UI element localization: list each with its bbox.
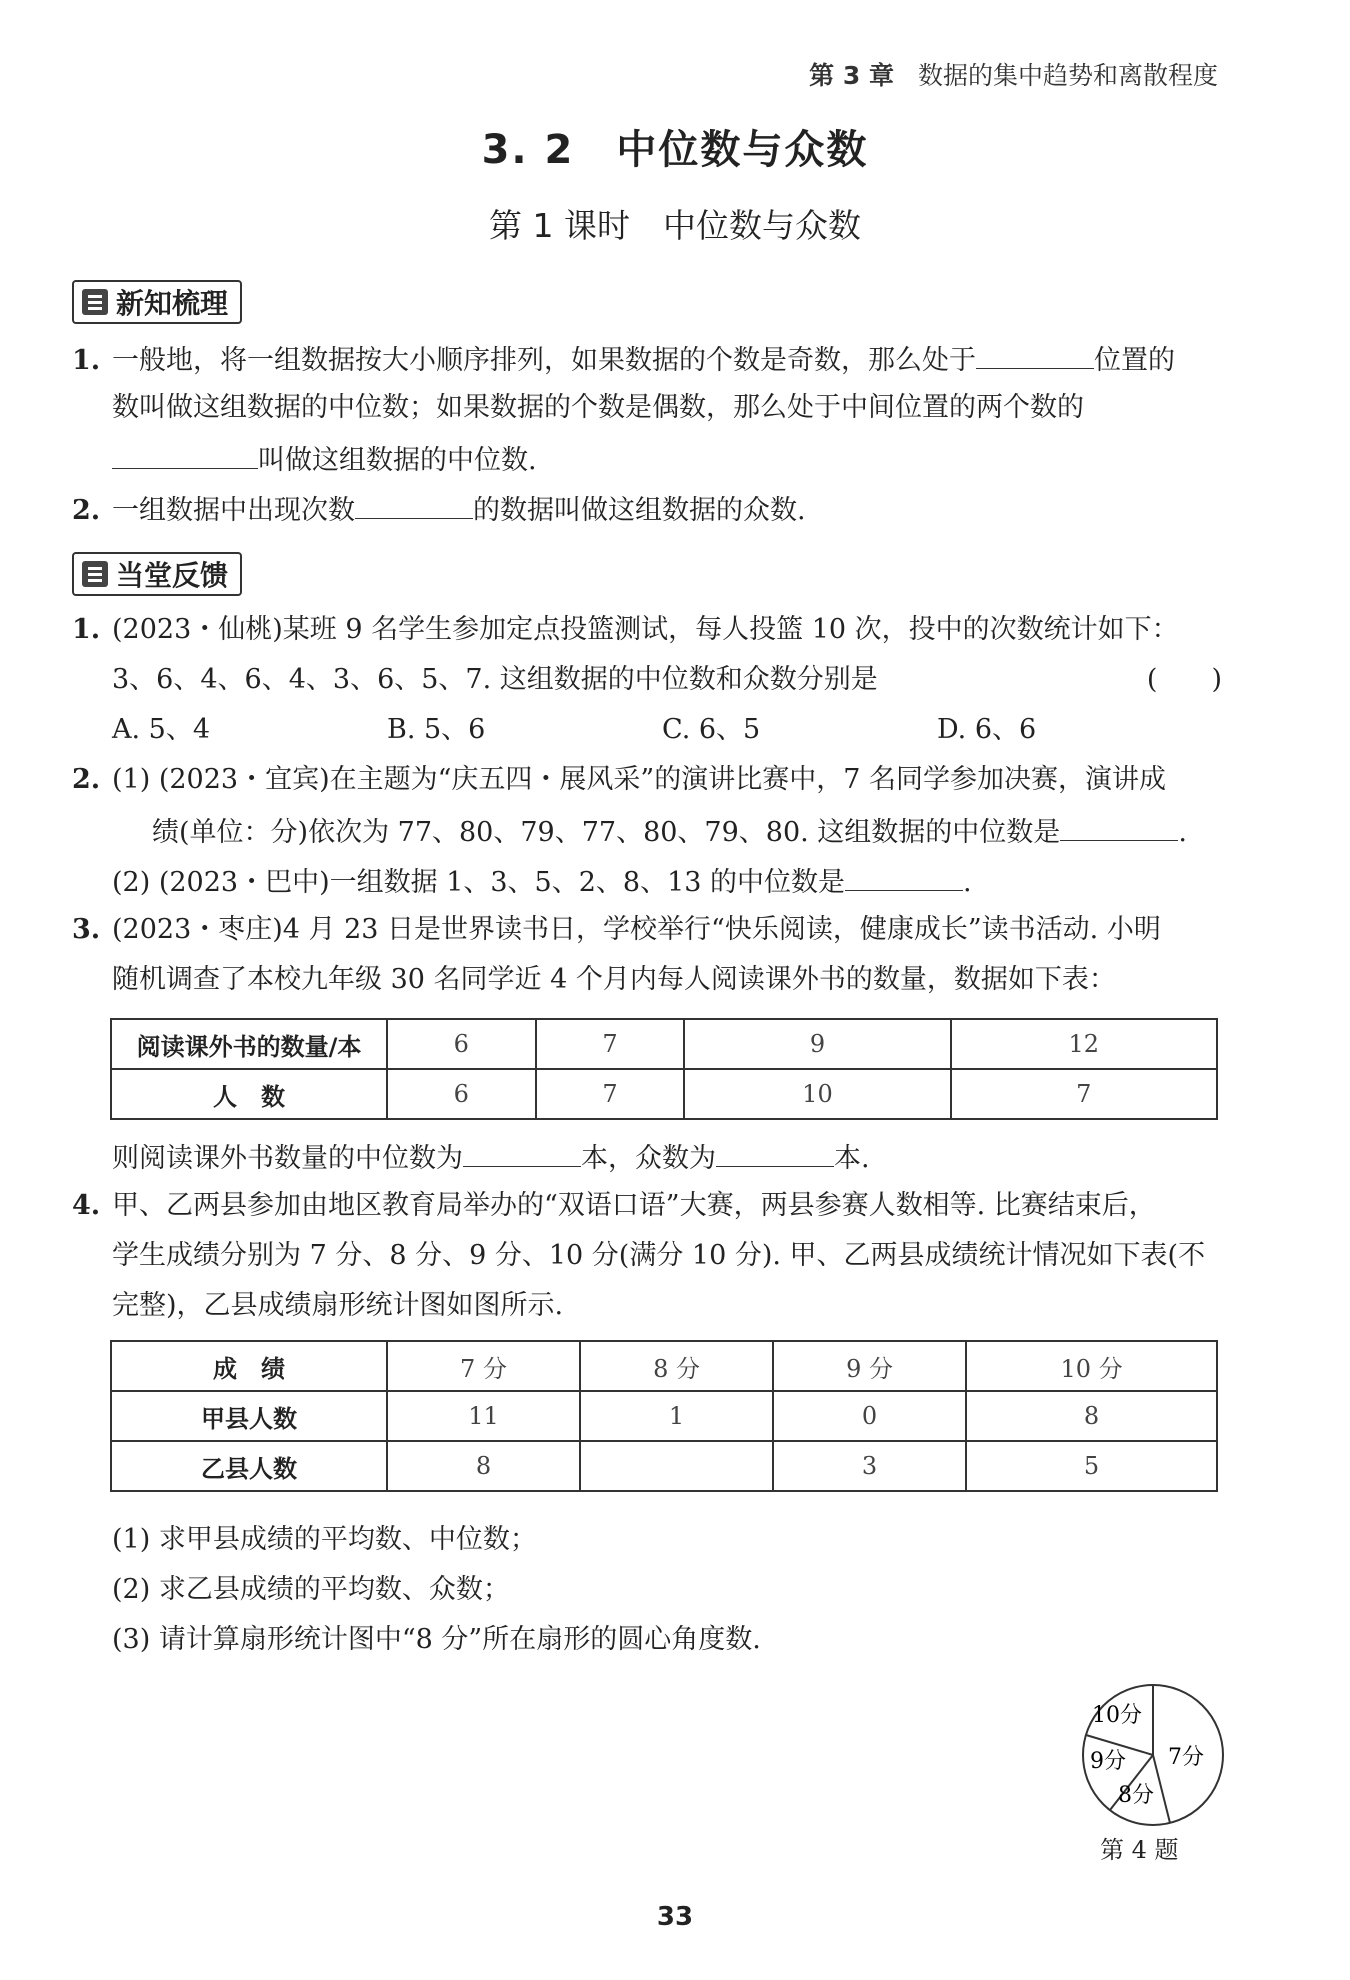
section-title: 3. 2 中位数与众数 xyxy=(481,127,869,173)
table-row xyxy=(111,1069,1217,1119)
table-cell: 3 xyxy=(773,1441,966,1491)
table-row xyxy=(111,1019,1217,1069)
question-3-answer-line: 则阅读课外书数量的中位数为 本，众数为 本. xyxy=(72,1136,1262,1179)
pie-label: 10分 xyxy=(1092,1703,1142,1728)
question-3-line2: 随机调查了本校九年级 30 名同学近 4 个月内每人阅读课外书的数量，数据如下表： xyxy=(112,964,1116,995)
knowledge-item-1-line1: 1. 一般地，将一组数据按大小顺序排列，如果数据的个数是奇数，那么处于 位置的 xyxy=(72,338,1222,381)
score-table xyxy=(110,1340,1218,1492)
table-cell: 7 xyxy=(951,1069,1217,1119)
section-label-new-knowledge xyxy=(72,280,242,324)
lesson-title: 第 1 课时 中位数与众数 xyxy=(489,206,861,245)
question-1-options xyxy=(72,710,1262,750)
table-row xyxy=(111,1391,1217,1441)
section-label-feedback xyxy=(72,552,242,596)
table-cell-empty[interactable] xyxy=(580,1441,773,1491)
chapter-title: 数据的集中趋势和离散程度 xyxy=(917,61,1218,90)
question-3-line1: 3. (2023・枣庄)4 月 23 日是世界读书日，学校举行“快乐阅读，健康成长”读书活动. 小明 xyxy=(72,914,1161,945)
table-header-cell: 乙县人数 xyxy=(111,1441,387,1491)
knowledge-item-1-line3: 叫做这组数据的中位数. xyxy=(72,438,1262,481)
table-header-cell: 成 绩 xyxy=(111,1341,387,1391)
chapter-number: 第 3 章 xyxy=(809,61,894,90)
table-cell: 12 xyxy=(951,1019,1217,1069)
answer-blank[interactable] xyxy=(112,438,258,469)
question-4-line1: 4. 甲、乙两县参加由地区教育局举办的“双语口语”大赛，两县参赛人数相等. 比赛结束后， xyxy=(72,1190,1156,1221)
table-cell: 6 xyxy=(387,1069,536,1119)
table-cell: 5 xyxy=(966,1441,1217,1491)
figure-caption: 第 4 题 xyxy=(1100,1836,1179,1864)
question-4-sub3: (3) 请计算扇形统计图中“8 分”所在扇形的圆心角度数. xyxy=(112,1624,761,1655)
option-d[interactable]: D. 6、6 xyxy=(937,714,1037,745)
question-1-line2: 3、6、4、6、4、3、6、5、7. 这组数据的中位数和众数分别是 ( ) xyxy=(72,660,1222,700)
pie-label: 9分 xyxy=(1090,1749,1126,1774)
table-cell: 0 xyxy=(773,1391,966,1441)
answer-blank[interactable] xyxy=(976,338,1094,369)
book-icon xyxy=(82,289,108,315)
pie-chart-figure xyxy=(1078,1680,1228,1830)
table-header-cell: 8 分 xyxy=(580,1341,773,1391)
table-cell: 7 xyxy=(536,1019,685,1069)
option-c[interactable]: C. 6、5 xyxy=(662,714,761,745)
page-number: 33 xyxy=(656,1902,694,1932)
table-cell: 11 xyxy=(387,1391,580,1441)
question-2-part2: (2) (2023・巴中)一组数据 1、3、5、2、8、13 的中位数是 . xyxy=(72,860,1262,903)
question-4-line3: 完整)，乙县成绩扇形统计图如图所示. xyxy=(112,1290,564,1321)
table-cell: 10 xyxy=(684,1069,950,1119)
table-cell: 8 xyxy=(966,1391,1217,1441)
question-1-line1: 1. (2023・仙桃)某班 9 名学生参加定点投篮测试，每人投篮 10 次，投中的次数统计如下： xyxy=(72,614,1179,645)
pie-label: 7分 xyxy=(1168,1745,1204,1770)
table-header-cell: 10 分 xyxy=(966,1341,1217,1391)
table-cell: 8 xyxy=(387,1441,580,1491)
section-label-text: 当堂反馈 xyxy=(116,559,229,592)
answer-blank[interactable] xyxy=(355,488,473,519)
question-2-part1-line2: 绩(单位：分)依次为 77、80、79、77、80、79、80. 这组数据的中位数是 . xyxy=(72,810,1302,853)
table-header-cell: 阅读课外书的数量/本 xyxy=(111,1019,387,1069)
running-header xyxy=(809,56,1218,92)
table-row xyxy=(111,1341,1217,1391)
pencil-icon xyxy=(82,561,108,587)
answer-blank[interactable] xyxy=(716,1136,834,1167)
question-4-sub1: (1) 求甲县成绩的平均数、中位数； xyxy=(112,1524,537,1555)
reading-count-table xyxy=(110,1018,1218,1120)
table-cell: 9 xyxy=(684,1019,950,1069)
answer-parentheses[interactable]: ( ) xyxy=(1146,664,1222,695)
table-header-cell: 9 分 xyxy=(773,1341,966,1391)
answer-blank[interactable] xyxy=(1060,810,1178,841)
pie-label: 8分 xyxy=(1118,1783,1154,1808)
option-b[interactable]: B. 5、6 xyxy=(387,714,486,745)
question-2-part1-line1: 2. (1) (2023・宜宾)在主题为“庆五四・展风采”的演讲比赛中，7 名同学参加决赛，演讲成 xyxy=(72,764,1166,795)
table-cell: 1 xyxy=(580,1391,773,1441)
table-header-cell: 人 数 xyxy=(111,1069,387,1119)
table-header-cell: 7 分 xyxy=(387,1341,580,1391)
answer-blank[interactable] xyxy=(845,860,963,891)
table-cell: 6 xyxy=(387,1019,536,1069)
question-4-line2: 学生成绩分别为 7 分、8 分、9 分、10 分(满分 10 分). 甲、乙两县成绩统计情况如下表(不 xyxy=(112,1240,1206,1271)
knowledge-item-2: 2. 一组数据中出现次数 的数据叫做这组数据的众数. xyxy=(72,488,1222,531)
answer-blank[interactable] xyxy=(463,1136,581,1167)
section-label-text: 新知梳理 xyxy=(116,287,229,320)
table-header-cell: 甲县人数 xyxy=(111,1391,387,1441)
knowledge-item-1-line2: 数叫做这组数据的中位数；如果数据的个数是偶数，那么处于中间位置的两个数的 xyxy=(112,392,1084,423)
table-row xyxy=(111,1441,1217,1491)
question-4-sub2: (2) 求乙县成绩的平均数、众数； xyxy=(112,1574,510,1605)
option-a[interactable]: A. 5、4 xyxy=(112,714,211,745)
table-cell: 7 xyxy=(536,1069,685,1119)
